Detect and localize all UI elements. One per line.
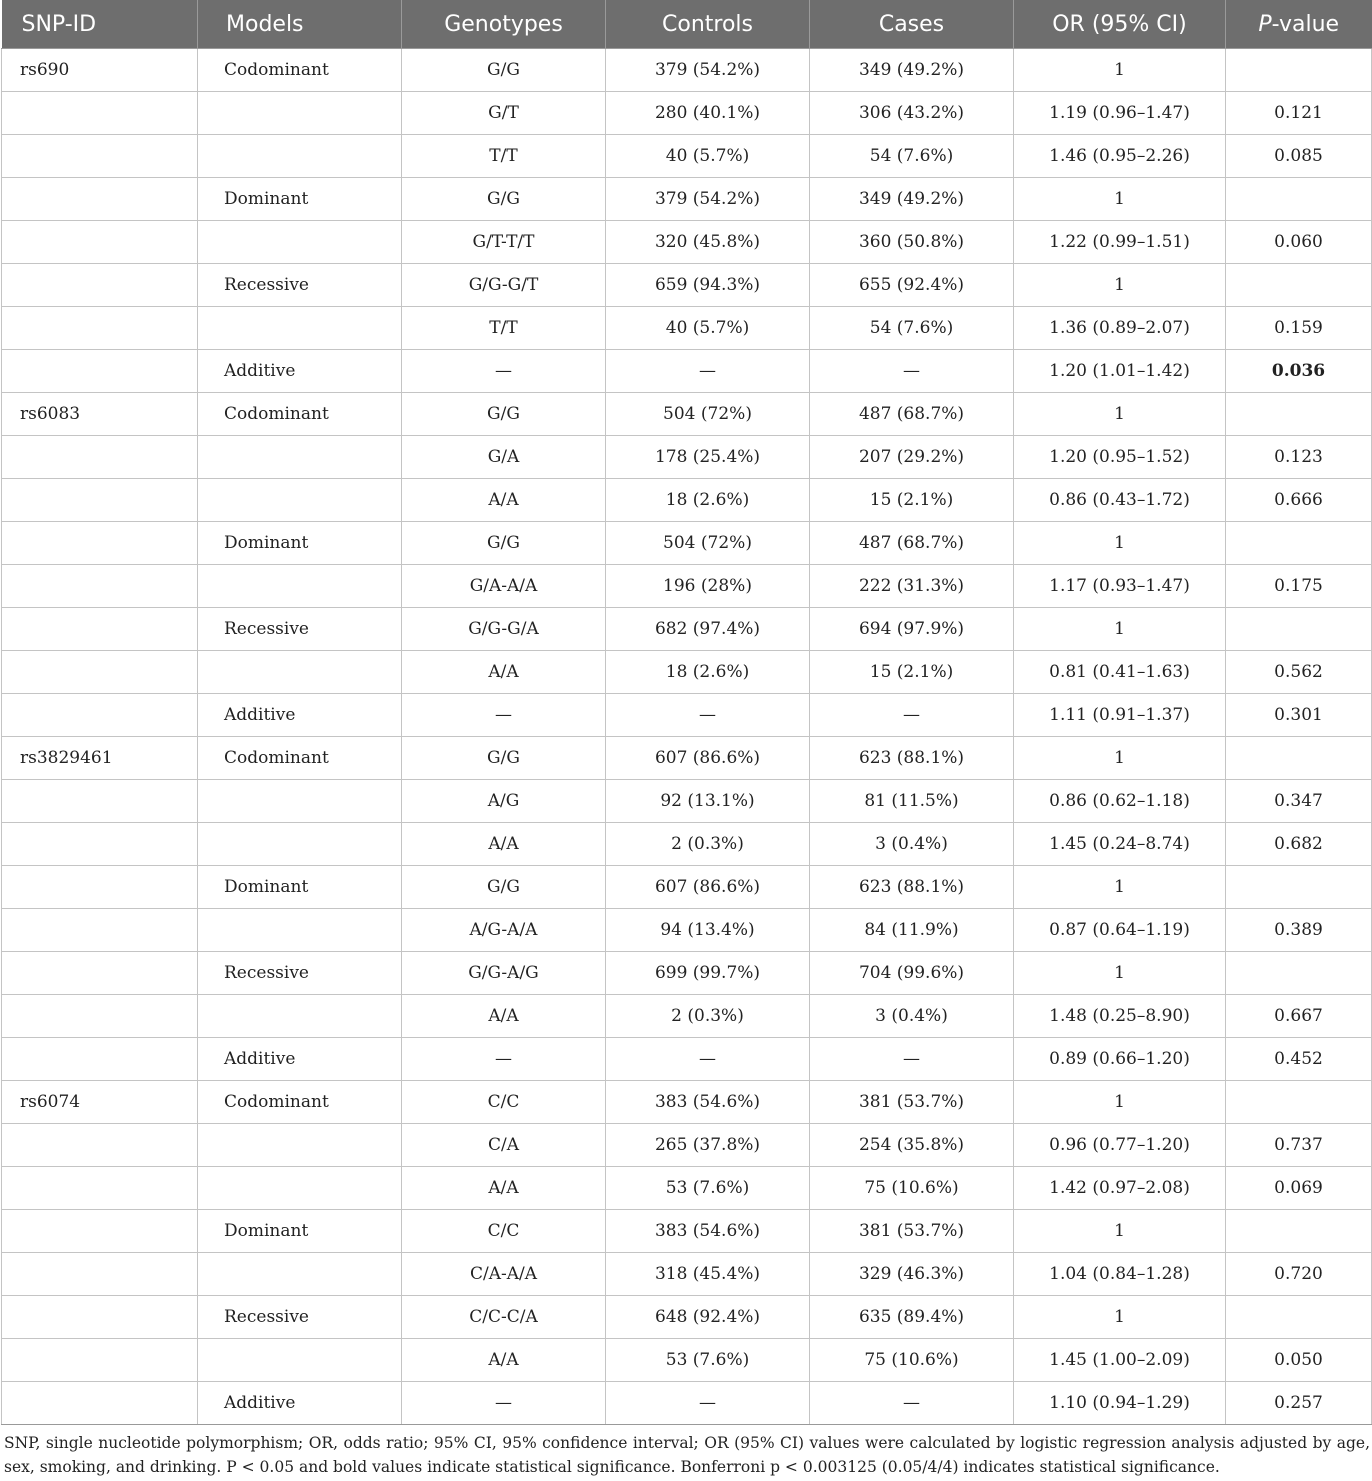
header-p-value (1226, 0, 1372, 49)
cell-genotype: A/G (402, 780, 606, 823)
cell-or-ci: 1.20 (1.01–1.42) (1014, 350, 1226, 393)
cell-cases: 3 (0.4%) (810, 995, 1014, 1038)
cell-genotype: — (402, 1038, 606, 1081)
cell-model: Codominant (198, 1081, 402, 1124)
table-row (2, 49, 1372, 92)
cell-genotype: G/T (402, 92, 606, 135)
cell-controls: 659 (94.3%) (606, 264, 810, 307)
cell-cases: 3 (0.4%) (810, 823, 1014, 866)
cell-model (198, 307, 402, 350)
table-row (2, 1038, 1372, 1081)
cell-model (198, 565, 402, 608)
cell-snp-id (2, 135, 198, 178)
table-row (2, 1124, 1372, 1167)
cell-model (198, 479, 402, 522)
cell-controls: 92 (13.1%) (606, 780, 810, 823)
header-cases: Cases (810, 0, 1014, 49)
cell-or-ci: 1.22 (0.99–1.51) (1014, 221, 1226, 264)
table-row (2, 1210, 1372, 1253)
cell-genotype: G/G-A/G (402, 952, 606, 995)
cell-model: Recessive (198, 952, 402, 995)
table-row (2, 823, 1372, 866)
cell-p-value: 0.069 (1226, 1167, 1372, 1210)
cell-model (198, 436, 402, 479)
cell-model (198, 909, 402, 952)
cell-cases: 381 (53.7%) (810, 1081, 1014, 1124)
cell-or-ci: 0.87 (0.64–1.19) (1014, 909, 1226, 952)
header-genotypes: Genotypes (402, 0, 606, 49)
cell-model: Dominant (198, 1210, 402, 1253)
cell-genotype: — (402, 1382, 606, 1425)
cell-genotype: A/A (402, 1339, 606, 1382)
cell-or-ci: 1 (1014, 264, 1226, 307)
cell-or-ci: 1 (1014, 393, 1226, 436)
cell-snp-id (2, 565, 198, 608)
cell-genotype: G/A-A/A (402, 565, 606, 608)
cell-cases: 329 (46.3%) (810, 1253, 1014, 1296)
cell-or-ci: 1 (1014, 737, 1226, 780)
cell-genotype: A/A (402, 1167, 606, 1210)
cell-genotype: G/G (402, 49, 606, 92)
cell-cases: 75 (10.6%) (810, 1167, 1014, 1210)
cell-p-value: 0.562 (1226, 651, 1372, 694)
cell-cases: — (810, 694, 1014, 737)
cell-model (198, 1167, 402, 1210)
cell-cases: 381 (53.7%) (810, 1210, 1014, 1253)
cell-snp-id (2, 178, 198, 221)
cell-p-value (1226, 866, 1372, 909)
table-row (2, 436, 1372, 479)
cell-genotype: G/G-G/T (402, 264, 606, 307)
table-row (2, 178, 1372, 221)
cell-controls: 2 (0.3%) (606, 995, 810, 1038)
cell-model: Additive (198, 1382, 402, 1425)
cell-or-ci: 1.42 (0.97–2.08) (1014, 1167, 1226, 1210)
cell-model: Additive (198, 694, 402, 737)
cell-genotype: G/A (402, 436, 606, 479)
cell-controls: 682 (97.4%) (606, 608, 810, 651)
table-row (2, 737, 1372, 780)
cell-or-ci: 1.17 (0.93–1.47) (1014, 565, 1226, 608)
cell-controls: 18 (2.6%) (606, 479, 810, 522)
cell-or-ci: 1 (1014, 866, 1226, 909)
cell-controls: 383 (54.6%) (606, 1210, 810, 1253)
cell-p-value (1226, 522, 1372, 565)
header-p-italic: P (1258, 11, 1272, 37)
cell-cases: — (810, 350, 1014, 393)
cell-model: Codominant (198, 49, 402, 92)
cell-controls: 2 (0.3%) (606, 823, 810, 866)
cell-genotype: T/T (402, 307, 606, 350)
cell-controls: 178 (25.4%) (606, 436, 810, 479)
cell-or-ci: 1.45 (0.24–8.74) (1014, 823, 1226, 866)
table-row (2, 1253, 1372, 1296)
cell-model: Dominant (198, 866, 402, 909)
cell-p-value (1226, 49, 1372, 92)
cell-or-ci: 0.89 (0.66–1.20) (1014, 1038, 1226, 1081)
cell-model (198, 823, 402, 866)
cell-snp-id: rs6083 (2, 393, 198, 436)
cell-p-value: 0.060 (1226, 221, 1372, 264)
cell-snp-id (2, 1339, 198, 1382)
cell-model (198, 780, 402, 823)
cell-model (198, 995, 402, 1038)
table-row (2, 1339, 1372, 1382)
cell-model: Additive (198, 350, 402, 393)
table-row (2, 307, 1372, 350)
cell-genotype: A/A (402, 995, 606, 1038)
cell-p-value: 0.123 (1226, 436, 1372, 479)
cell-genotype: G/G (402, 178, 606, 221)
cell-snp-id (2, 1167, 198, 1210)
table-row (2, 608, 1372, 651)
cell-controls: — (606, 350, 810, 393)
cell-snp-id (2, 608, 198, 651)
cell-p-value: 0.389 (1226, 909, 1372, 952)
cell-cases: 487 (68.7%) (810, 522, 1014, 565)
table-row (2, 651, 1372, 694)
table-row (2, 866, 1372, 909)
cell-snp-id (2, 1253, 198, 1296)
cell-p-value: 0.301 (1226, 694, 1372, 737)
cell-p-value: 0.347 (1226, 780, 1372, 823)
cell-controls: 383 (54.6%) (606, 1081, 810, 1124)
cell-snp-id (2, 694, 198, 737)
table-row (2, 1382, 1372, 1425)
table-row (2, 995, 1372, 1038)
cell-snp-id: rs3829461 (2, 737, 198, 780)
cell-genotype: C/C (402, 1210, 606, 1253)
cell-genotype: A/A (402, 479, 606, 522)
cell-cases: 694 (97.9%) (810, 608, 1014, 651)
cell-p-value: 0.737 (1226, 1124, 1372, 1167)
cell-controls: 379 (54.2%) (606, 178, 810, 221)
table-row (2, 479, 1372, 522)
cell-cases: — (810, 1382, 1014, 1425)
cell-model: Recessive (198, 264, 402, 307)
cell-p-value (1226, 1296, 1372, 1339)
table-row (2, 92, 1372, 135)
cell-genotype: A/A (402, 651, 606, 694)
cell-controls: 504 (72%) (606, 522, 810, 565)
table-row (2, 1167, 1372, 1210)
cell-or-ci: 0.96 (0.77–1.20) (1014, 1124, 1226, 1167)
cell-or-ci: 1.36 (0.89–2.07) (1014, 307, 1226, 350)
cell-cases: 54 (7.6%) (810, 135, 1014, 178)
cell-cases: 349 (49.2%) (810, 49, 1014, 92)
cell-controls: 18 (2.6%) (606, 651, 810, 694)
cell-genotype: C/A-A/A (402, 1253, 606, 1296)
cell-or-ci: 1.46 (0.95–2.26) (1014, 135, 1226, 178)
cell-p-value: 0.452 (1226, 1038, 1372, 1081)
cell-or-ci: 1 (1014, 522, 1226, 565)
cell-controls: 94 (13.4%) (606, 909, 810, 952)
cell-snp-id (2, 909, 198, 952)
cell-cases: 655 (92.4%) (810, 264, 1014, 307)
cell-controls: 265 (37.8%) (606, 1124, 810, 1167)
cell-cases: 623 (88.1%) (810, 866, 1014, 909)
cell-genotype: A/G-A/A (402, 909, 606, 952)
cell-or-ci: 1.11 (0.91–1.37) (1014, 694, 1226, 737)
cell-controls: 320 (45.8%) (606, 221, 810, 264)
cell-or-ci: 1 (1014, 952, 1226, 995)
cell-snp-id (2, 92, 198, 135)
cell-snp-id (2, 1038, 198, 1081)
cell-p-value: 0.175 (1226, 565, 1372, 608)
cell-cases: 54 (7.6%) (810, 307, 1014, 350)
cell-cases: 487 (68.7%) (810, 393, 1014, 436)
cell-p-value (1226, 952, 1372, 995)
cell-p-value (1226, 737, 1372, 780)
cell-genotype: G/G (402, 393, 606, 436)
cell-cases: 635 (89.4%) (810, 1296, 1014, 1339)
cell-p-value: 0.050 (1226, 1339, 1372, 1382)
cell-p-value: 0.667 (1226, 995, 1372, 1038)
cell-snp-id (2, 1296, 198, 1339)
table-row (2, 694, 1372, 737)
cell-genotype: A/A (402, 823, 606, 866)
cell-genotype: — (402, 694, 606, 737)
cell-or-ci: 1.19 (0.96–1.47) (1014, 92, 1226, 135)
cell-p-value: 0.036 (1226, 350, 1372, 393)
cell-p-value: 0.257 (1226, 1382, 1372, 1425)
cell-p-value: 0.121 (1226, 92, 1372, 135)
cell-model (198, 1253, 402, 1296)
table-row (2, 393, 1372, 436)
cell-or-ci: 1 (1014, 178, 1226, 221)
cell-genotype: G/T-T/T (402, 221, 606, 264)
cell-model: Codominant (198, 737, 402, 780)
cell-model (198, 92, 402, 135)
cell-snp-id (2, 1382, 198, 1425)
cell-snp-id (2, 995, 198, 1038)
header-controls: Controls (606, 0, 810, 49)
cell-controls: — (606, 1038, 810, 1081)
cell-cases: 360 (50.8%) (810, 221, 1014, 264)
cell-or-ci: 1 (1014, 608, 1226, 651)
cell-snp-id (2, 436, 198, 479)
cell-snp-id (2, 651, 198, 694)
cell-snp-id (2, 866, 198, 909)
cell-p-value (1226, 264, 1372, 307)
cell-p-value: 0.666 (1226, 479, 1372, 522)
table-row (2, 952, 1372, 995)
cell-p-value: 0.682 (1226, 823, 1372, 866)
cell-controls: 699 (99.7%) (606, 952, 810, 995)
cell-cases: 623 (88.1%) (810, 737, 1014, 780)
cell-genotype: G/G (402, 737, 606, 780)
cell-genotype: T/T (402, 135, 606, 178)
cell-cases: — (810, 1038, 1014, 1081)
table-body (2, 49, 1372, 1425)
table-row (2, 522, 1372, 565)
cell-cases: 15 (2.1%) (810, 651, 1014, 694)
table-row (2, 780, 1372, 823)
cell-model (198, 651, 402, 694)
cell-p-value: 0.720 (1226, 1253, 1372, 1296)
cell-model: Recessive (198, 1296, 402, 1339)
cell-model (198, 1124, 402, 1167)
cell-model: Dominant (198, 522, 402, 565)
cell-controls: 40 (5.7%) (606, 307, 810, 350)
table-row (2, 221, 1372, 264)
cell-p-value (1226, 178, 1372, 221)
table-row (2, 909, 1372, 952)
table-row (2, 264, 1372, 307)
header-snp-id: SNP-ID (2, 0, 198, 49)
cell-cases: 75 (10.6%) (810, 1339, 1014, 1382)
cell-or-ci: 1.04 (0.84–1.28) (1014, 1253, 1226, 1296)
cell-model: Additive (198, 1038, 402, 1081)
cell-snp-id (2, 952, 198, 995)
cell-or-ci: 1 (1014, 1296, 1226, 1339)
cell-p-value: 0.085 (1226, 135, 1372, 178)
header-row (2, 0, 1372, 49)
cell-or-ci: 1.45 (1.00–2.09) (1014, 1339, 1226, 1382)
cell-controls: 504 (72%) (606, 393, 810, 436)
table-row (2, 1296, 1372, 1339)
cell-controls: 40 (5.7%) (606, 135, 810, 178)
table-row (2, 135, 1372, 178)
table-row (2, 1081, 1372, 1124)
cell-model: Dominant (198, 178, 402, 221)
cell-controls: 196 (28%) (606, 565, 810, 608)
cell-cases: 15 (2.1%) (810, 479, 1014, 522)
cell-cases: 84 (11.9%) (810, 909, 1014, 952)
cell-snp-id (2, 221, 198, 264)
cell-snp-id: rs690 (2, 49, 198, 92)
cell-snp-id (2, 264, 198, 307)
cell-snp-id (2, 1124, 198, 1167)
cell-p-value (1226, 393, 1372, 436)
cell-cases: 207 (29.2%) (810, 436, 1014, 479)
cell-controls: 280 (40.1%) (606, 92, 810, 135)
header-or-ci: OR (95% CI) (1014, 0, 1226, 49)
cell-controls: 53 (7.6%) (606, 1339, 810, 1382)
cell-snp-id (2, 350, 198, 393)
cell-controls: 607 (86.6%) (606, 737, 810, 780)
cell-or-ci: 0.81 (0.41–1.63) (1014, 651, 1226, 694)
cell-controls: 607 (86.6%) (606, 866, 810, 909)
genotype-association-table (1, 0, 1372, 1425)
cell-genotype: — (402, 350, 606, 393)
cell-model (198, 135, 402, 178)
cell-genotype: G/G (402, 522, 606, 565)
table-footnote: SNP, single nucleotide polymorphism; OR, odds ratio; 95% CI, 95% confidence interval; OR (95% CI) values were calculated by logistic regression analysis adjusted by age, sex, smoking, and drinking. P < 0.05 and bold values indicate statistical significance. Bonferroni p < 0.003125 (0.05/4/4) indicates statistical significance. (4, 1434, 1370, 1476)
cell-model (198, 221, 402, 264)
header-p-rest: -value (1271, 11, 1340, 37)
cell-controls: 648 (92.4%) (606, 1296, 810, 1339)
cell-cases: 254 (35.8%) (810, 1124, 1014, 1167)
cell-model: Recessive (198, 608, 402, 651)
cell-or-ci: 0.86 (0.43–1.72) (1014, 479, 1226, 522)
cell-controls: 53 (7.6%) (606, 1167, 810, 1210)
cell-genotype: C/C (402, 1081, 606, 1124)
cell-snp-id (2, 479, 198, 522)
cell-or-ci: 1.10 (0.94–1.29) (1014, 1382, 1226, 1425)
cell-snp-id (2, 1210, 198, 1253)
cell-snp-id (2, 522, 198, 565)
cell-genotype: G/G-G/A (402, 608, 606, 651)
cell-cases: 704 (99.6%) (810, 952, 1014, 995)
table-row (2, 350, 1372, 393)
cell-cases: 306 (43.2%) (810, 92, 1014, 135)
cell-p-value: 0.159 (1226, 307, 1372, 350)
cell-p-value (1226, 1210, 1372, 1253)
cell-or-ci: 1 (1014, 1081, 1226, 1124)
cell-cases: 349 (49.2%) (810, 178, 1014, 221)
cell-cases: 222 (31.3%) (810, 565, 1014, 608)
cell-model: Codominant (198, 393, 402, 436)
cell-genotype: C/C-C/A (402, 1296, 606, 1339)
table-header (2, 0, 1372, 49)
cell-or-ci: 1.48 (0.25–8.90) (1014, 995, 1226, 1038)
cell-genotype: G/G (402, 866, 606, 909)
cell-or-ci: 0.86 (0.62–1.18) (1014, 780, 1226, 823)
cell-snp-id (2, 780, 198, 823)
cell-snp-id (2, 823, 198, 866)
cell-controls: — (606, 694, 810, 737)
cell-controls: — (606, 1382, 810, 1425)
cell-controls: 318 (45.4%) (606, 1253, 810, 1296)
cell-model (198, 1339, 402, 1382)
cell-or-ci: 1 (1014, 1210, 1226, 1253)
cell-cases: 81 (11.5%) (810, 780, 1014, 823)
header-models: Models (198, 0, 402, 49)
cell-controls: 379 (54.2%) (606, 49, 810, 92)
cell-snp-id (2, 307, 198, 350)
cell-or-ci: 1 (1014, 49, 1226, 92)
cell-snp-id: rs6074 (2, 1081, 198, 1124)
cell-or-ci: 1.20 (0.95–1.52) (1014, 436, 1226, 479)
cell-p-value (1226, 1081, 1372, 1124)
table-row (2, 565, 1372, 608)
cell-genotype: C/A (402, 1124, 606, 1167)
cell-p-value (1226, 608, 1372, 651)
